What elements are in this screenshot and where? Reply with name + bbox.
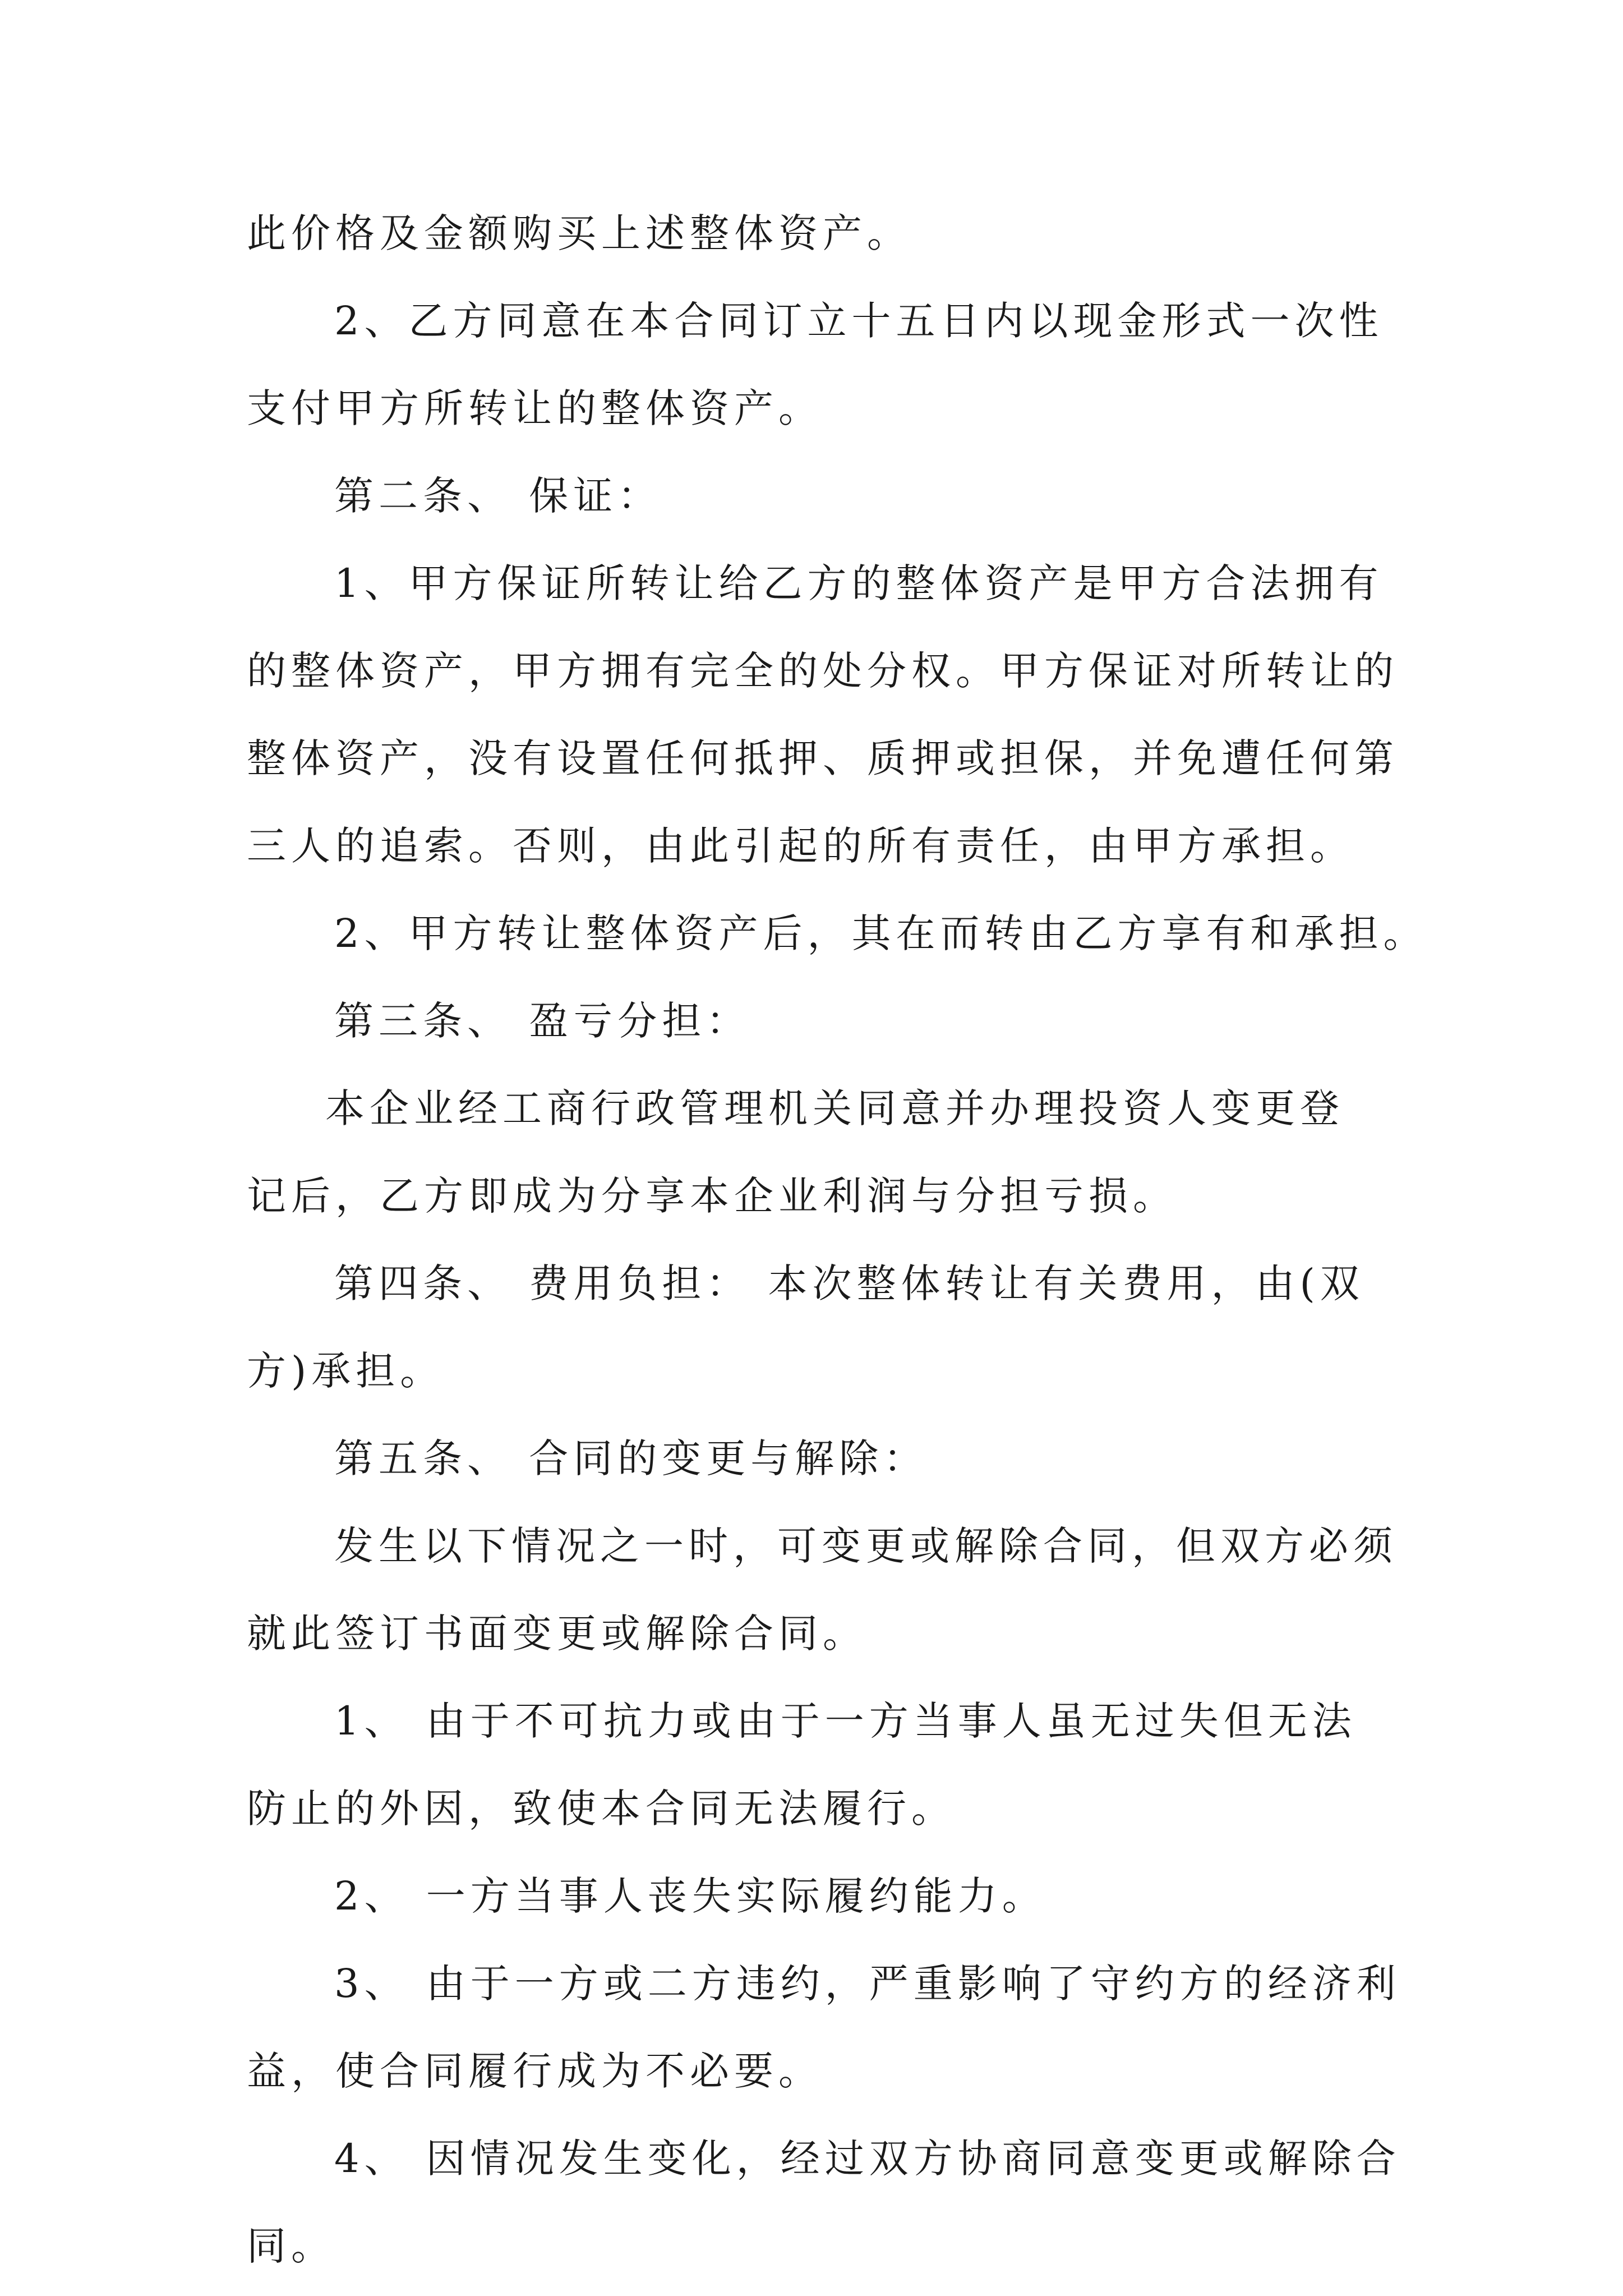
body-line: 就此签订书面变更或解除合同。	[247, 1611, 867, 1657]
body-line: 1、甲方保证所转让给乙方的整体资产是甲方合法拥有	[334, 560, 1384, 606]
body-line: 益，使合同履行成为不必要。	[247, 2048, 823, 2094]
section-heading: 第四条、 费用负担： 本次整体转让有关费用，由(双	[334, 1260, 1364, 1306]
section-heading: 第二条、 保证：	[334, 473, 662, 519]
section-heading: 第三条、 盈亏分担：	[334, 998, 751, 1044]
body-line: 整体资产，没有设置任何抵押、质押或担保，并免遭任何第	[247, 735, 1399, 781]
body-line: 防止的外因，致使本合同无法履行。	[247, 1786, 956, 1832]
body-line: 4、 因情况发生变化，经过双方协商同意变更或解除合	[334, 2136, 1401, 2182]
body-line: 3、 由于一方或二方违约，严重影响了守约方的经济利	[334, 1961, 1401, 2007]
body-line: 方)承担。	[247, 1348, 445, 1394]
body-line: 三人的追索。否则，由此引起的所有责任，由甲方承担。	[247, 823, 1354, 869]
body-line: 同。	[247, 2223, 335, 2269]
body-line: 发生以下情况之一时，可变更或解除合同，但双方必须	[334, 1523, 1398, 1569]
body-line: 支付甲方所转让的整体资产。	[247, 385, 823, 431]
body-line: 记后，乙方即成为分享本企业利润与分担亏损。	[247, 1173, 1177, 1219]
body-line: 的整体资产，甲方拥有完全的处分权。甲方保证对所转让的	[247, 648, 1399, 694]
body-line: 本企业经工商行政管理机关同意并办理投资人变更登	[325, 1085, 1344, 1131]
document-body	[247, 190, 1428, 2290]
body-line: 2、 一方当事人丧失实际履约能力。	[334, 1873, 1046, 1919]
body-line: 此价格及金额购买上述整体资产。	[247, 210, 911, 256]
section-heading: 第五条、 合同的变更与解除：	[334, 1435, 928, 1481]
body-line: 2、乙方同意在本合同订立十五日内以现金形式一次性	[334, 298, 1384, 344]
body-line: 2、甲方转让整体资产后，其在而转由乙方享有和承担。	[334, 910, 1428, 956]
body-line: 1、 由于不可抗力或由于一方当事人虽无过失但无法	[334, 1698, 1357, 1744]
